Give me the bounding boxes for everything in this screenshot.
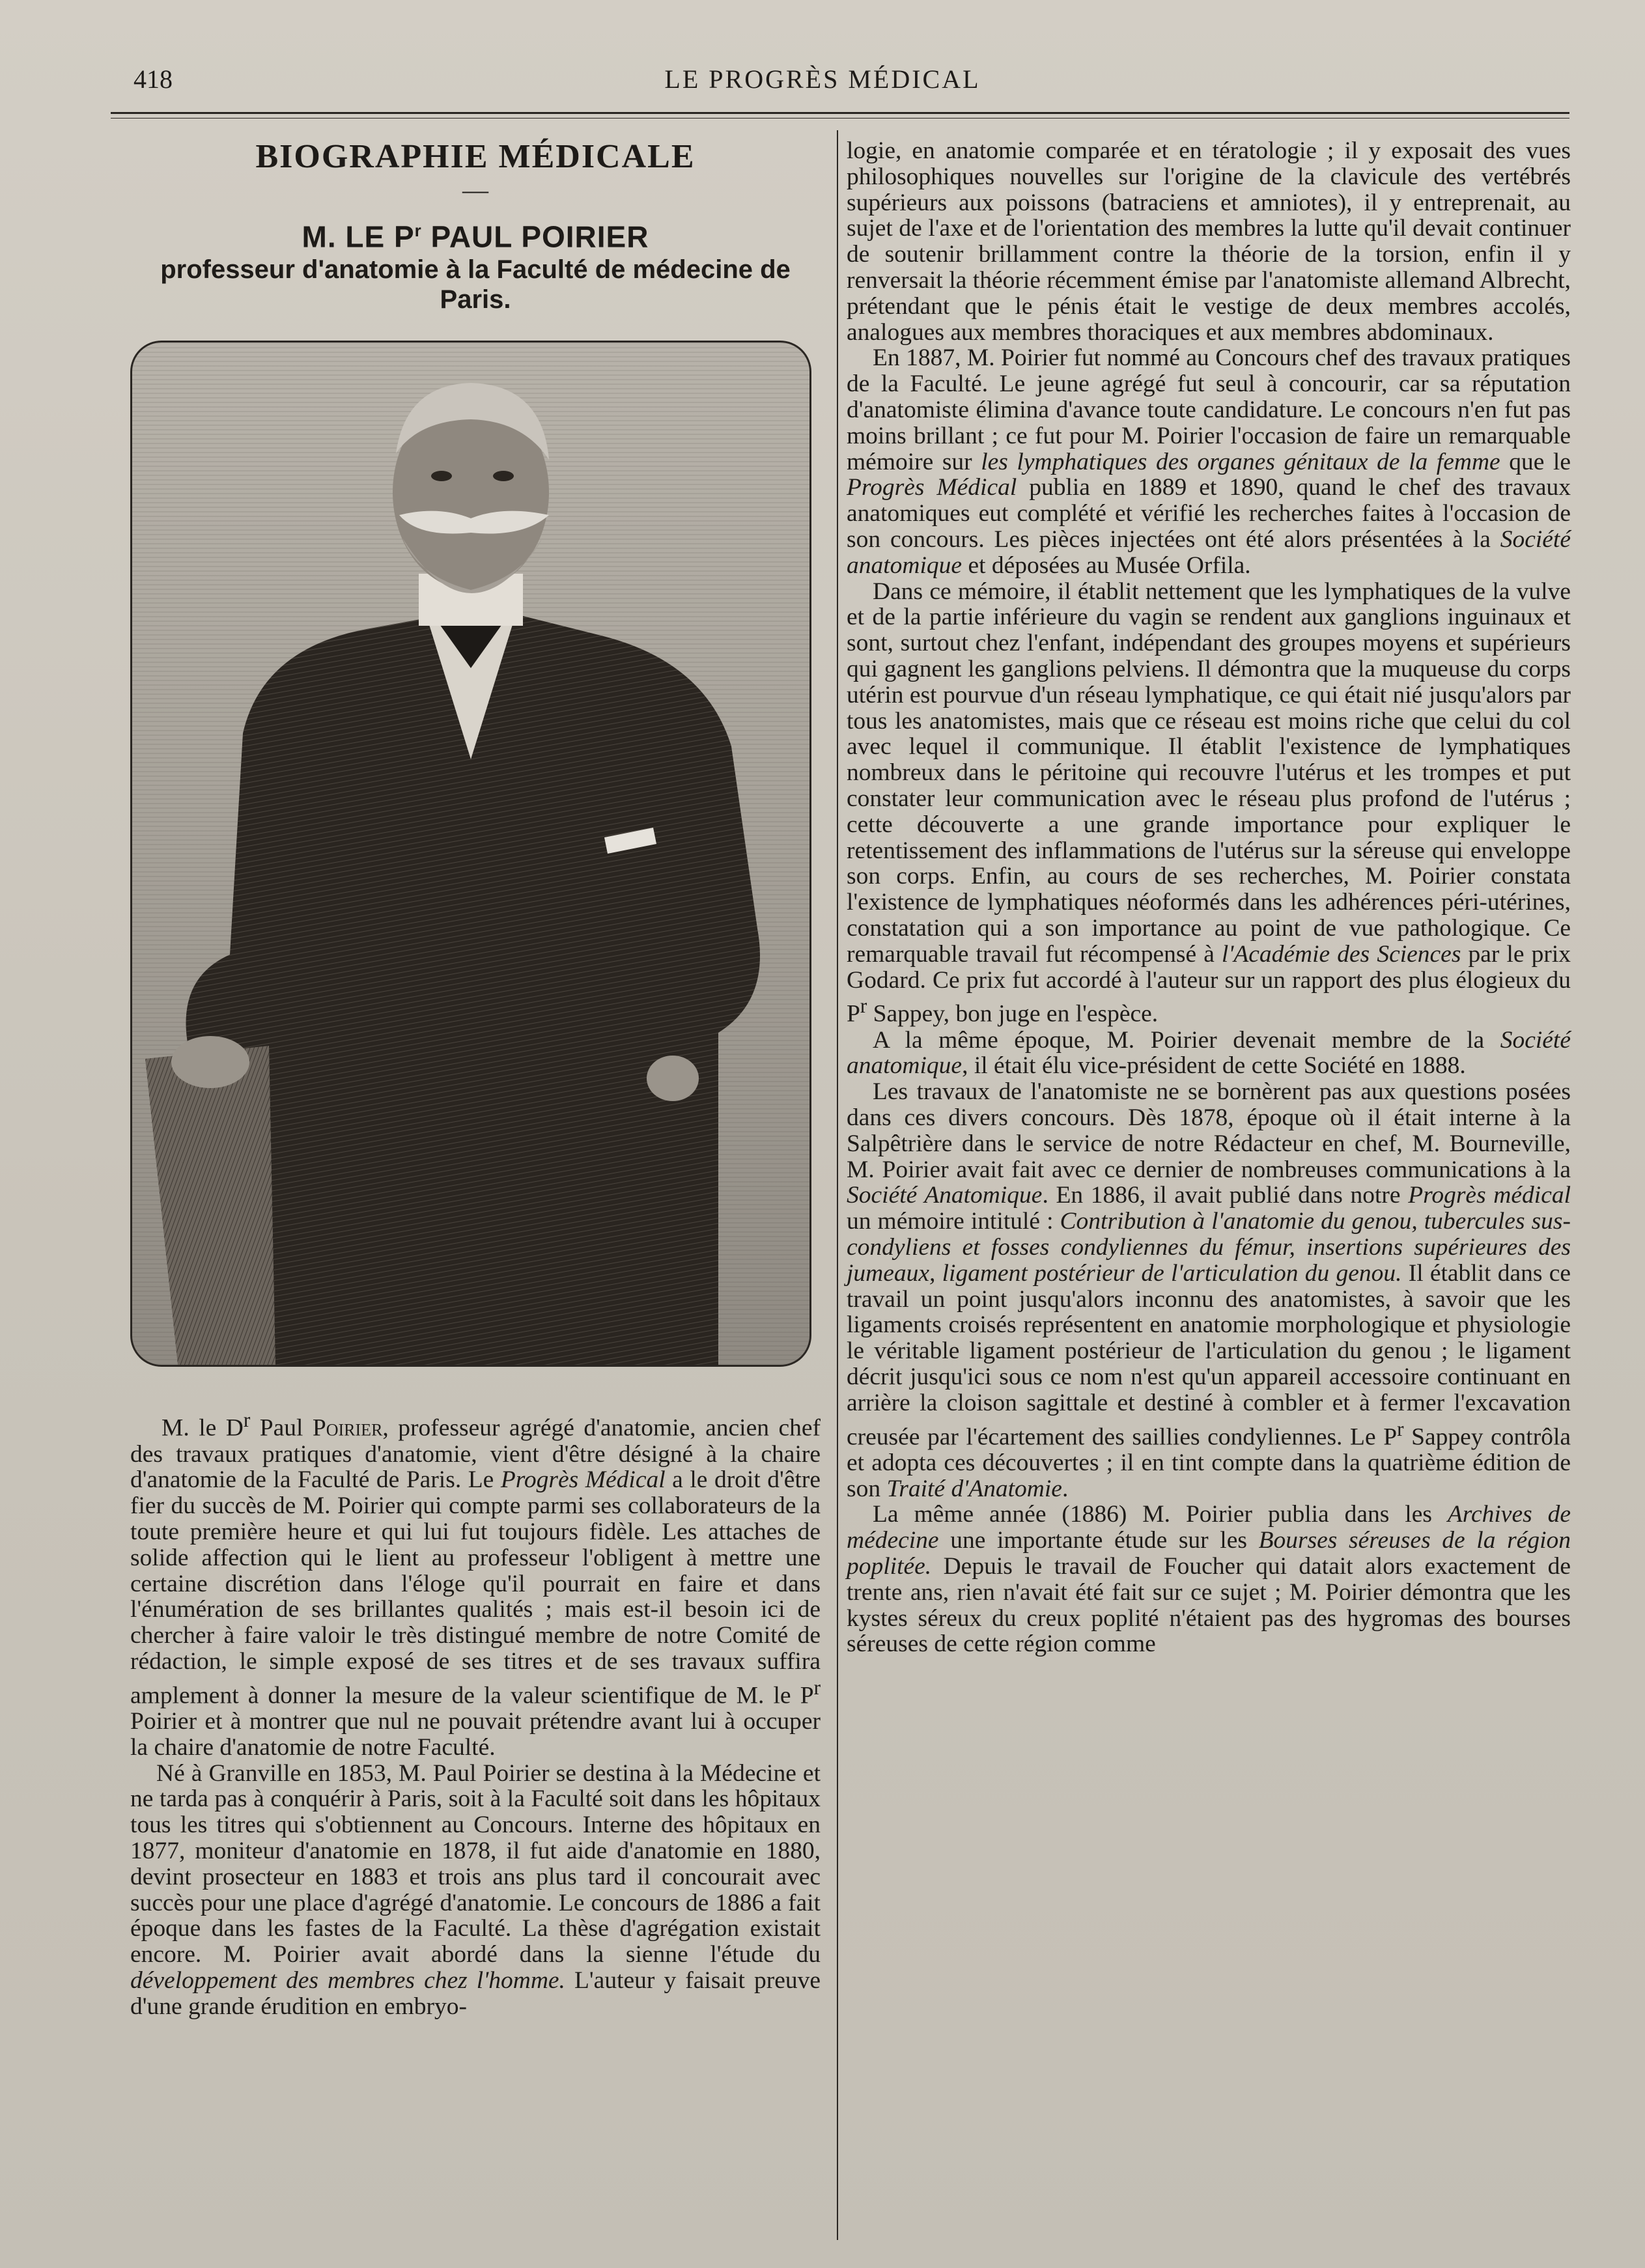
biography-subtitle: professeur d'anatomie à la Faculté de médecine de Paris. xyxy=(160,255,791,315)
italic-run: l'Académie des Sciences xyxy=(1221,940,1461,968)
superscript-run: r xyxy=(813,1675,821,1699)
portrait-engraving xyxy=(130,341,811,1367)
page-number: 418 xyxy=(134,64,173,94)
text-run: Sappey, bon juge en l'espèce. xyxy=(867,1000,1159,1028)
biography-name xyxy=(130,212,821,255)
text-run: logie, en anatomie comparée et en tératologie ; il y exposait des vues philosophiques nouvelles sur l'origine de la clavicule des vertébrés supérieurs aux poissons (batraciens et amniotes), il y entreprenait, au sujet de l'axe et de l'orientation des membres la lutte qu'il devait continuer de soutenir brillamment contre la théorie de la torsion, enfin il y renversait la théorie récemment émise par l'anatomiste allemand Albrecht, prétendant que le pénis était le vestige de deux membres accolés, analogues aux membres thoraciques et aux membres abdominaux. xyxy=(847,137,1571,346)
superscript-run: r xyxy=(860,994,867,1018)
text-run: Les travaux de l'anatomiste ne se bornèrent pas aux questions posées dans ces divers concours. Dès 1878, époque où il était interne à la Salpêtrière dans le service de notre Rédacteur en chef, M. Bourneville, M. Poirier avait fait avec ce dernier de nombreuses communications à la xyxy=(847,1078,1571,1183)
italic-run: Contribution à l'anatomie du genou, tubercules sus-condyliens et fosses condyliennes du fémur, insertions supérieures des jumeaux, ligament postérieur de l'articulation du genou. xyxy=(847,1208,1571,1287)
portrait-figure xyxy=(132,343,809,1365)
left-column xyxy=(130,137,821,2020)
text-run: Il établit dans ce travail un point jusqu'alors inconnu des anatomistes, à savoir que les ligaments croisés représentent en anatomie morphologique et physiologie le véritable ligament postérieur de l'articulation du genou ; le ligament décrit jusqu'ici sous ce nom n'est qu'un appareil accessoire continuant en arrière la cloison sagittale et destiné à combler et à fermer l'excavation creusée par l'écartement des saillies condyliennes. Le P xyxy=(847,1259,1571,1451)
text-run: , il était élu vice-président de cette Société en 1888. xyxy=(962,1052,1466,1080)
text-run: En 1887, M. Poirier fut nommé au Concours chef des travaux pratiques de la Faculté. Le jeune agrégé fut seul à concourir, car sa réputation d'anatomiste élimina d'avance toute candidature. Le concours n'en fut pas moins brillant ; ce fut pour M. Poirier l'occasion de faire un remarquable mémoire sur xyxy=(847,344,1571,475)
italic-run: Société Anatomique xyxy=(847,1182,1043,1209)
left-paragraph-1 xyxy=(130,1407,821,1760)
italic-run: Société anatomique xyxy=(847,525,1571,579)
text-run: un mémoire intitulé : xyxy=(847,1208,1060,1235)
right-column xyxy=(847,138,1571,1657)
text-run: , professeur agrégé d'anatomie, ancien chef des travaux pratiques d'anatomie, vient d'être désigné à la chaire d'anatomie de la Faculté de Paris. Le xyxy=(130,1414,821,1494)
small-caps-run: Poirier xyxy=(312,1414,383,1442)
italic-run: Traité d'Anatomie xyxy=(886,1475,1062,1502)
text-run: L'auteur y faisait preuve d'une grande érudition en embryo- xyxy=(130,1967,821,2020)
text-run: Depuis le travail de Foucher qui datait alors exactement de trente ans, rien n'avait été fait sur ce sujet ; M. Poirier démontra que les kystes séreux du creux poplité n'étaient pas des hygromas des bourses séreuses de cette région comme xyxy=(847,1553,1571,1658)
right-paragraph-2 xyxy=(847,345,1571,578)
italic-run: Archives de médecine xyxy=(847,1501,1571,1554)
superscript-run: r xyxy=(243,1408,251,1432)
text-run: et déposées au Musée Orfila. xyxy=(962,552,1251,579)
right-paragraph-1 xyxy=(847,138,1571,345)
text-run: Poirier et à montrer que nul ne pouvait prétendre avant lui à occuper la chaire d'anatomie de notre Faculté. xyxy=(130,1708,821,1761)
italic-run: développement des membres chez l'homme. xyxy=(130,1967,565,1995)
text-run: A la même époque, M. Poirier devenait membre de la xyxy=(873,1026,1500,1054)
right-paragraph-4 xyxy=(847,1028,1571,1080)
text-run: Né à Granville en 1853, M. Paul Poirier se destina à la Médecine et ne tarda pas à conquérir à Paris, soit à la Faculté soit dans les hôpitaux tous les titres qui s'obtiennent au Concours. Interne des hôpitaux en 1877, moniteur d'anatomie en 1878, il fut aide d'anatomie en 1880, devint prosecteur en 1883 et trois ans plus tard il concourait avec succès pour une place d'agrégé d'anatomie. Le concours de 1886 a fait époque dans les fastes de la Faculté. La thèse d'agrégation existait encore. M. Poirier avait abordé dans la sienne l'étude du xyxy=(130,1759,821,1968)
text-run: . xyxy=(1062,1475,1069,1502)
text-run: une importante étude sur les xyxy=(938,1527,1259,1554)
title-separator: — xyxy=(462,175,488,204)
text-run: Paul xyxy=(250,1414,313,1442)
text-run: par le prix Godard. Ce prix fut accordé à l'auteur sur un rapport des plus élogieux du P xyxy=(847,940,1571,1028)
right-paragraph-5 xyxy=(847,1079,1571,1502)
left-paragraph-2 xyxy=(130,1761,821,2020)
superscript-run: r xyxy=(1397,1417,1404,1440)
right-paragraph-3 xyxy=(847,579,1571,1028)
italic-run: Bourses séreuses de la région poplitée. xyxy=(847,1527,1571,1580)
name-rest: PAUL POIRIER xyxy=(421,219,649,254)
name-title-sup: r xyxy=(414,221,422,240)
text-run: Sappey contrôla et adopta ces découvertes ; il en tint compte dans la quatrième édition de son xyxy=(847,1423,1571,1502)
column-divider xyxy=(837,130,838,2240)
text-run: a le droit d'être fier du succès de M. Poirier qui compte parmi ses collaborateurs de la toute première heure et qui lui fut toujours fidèle. Les attaches de solide affection qui le lient au professeur l'obligent à mettre une certaine discrétion dans l'éloge qu'il pourrait en faire et dans l'énumération de ses brillantes qualités ; mais est-il besoin ici de chercher à faire valoir le très distingué membre de notre Comité de rédaction, le simple exposé de ses titres et de ses travaux suffira amplement à donner la mesure de la valeur scientifique de M. le P xyxy=(130,1466,821,1709)
text-run: La même année (1886) M. Poirier publia dans les xyxy=(873,1501,1448,1528)
right-paragraph-6 xyxy=(847,1502,1571,1657)
section-title: BIOGRAPHIE MÉDICALE xyxy=(255,138,696,175)
header-rule xyxy=(111,112,1569,119)
italic-run: les lymphatiques des organes génitaux de la femme xyxy=(981,448,1500,475)
text-run: Dans ce mémoire, il établit nettement que les lymphatiques de la vulve et de la partie inférieure du vagin se rendent aux ganglions inguinaux et sont, surtout chez l'enfant, indépendant des groupes moyens et supérieurs qui gagnent les ganglions pelviens. Il démontra que la muqueuse du corps utérin est pourvue d'un réseau lymphatique, ce qui était nié jusqu'alors par tous les anatomistes, mais que ce réseau est moins riche que celui du col avec lequel il communique. Il établit l'existence de lymphatiques nombreux dans le péritoine qui recouvre l'utérus et les trompes et put constater leur communication avec le réseau plus profond de l'utérus ; cette découverte a une grande importance pour expliquer le retentissement des inflammations de l'utérus sur la séreuse qui enveloppe son corps. Enfin, au cours de ses recherches, M. Poirier constata l'existence de lymphatiques néoformés dans les adhérences péri-utérines, constatation qui a son importance au point de vue pathologique. Ce remarquable travail fut récompensé à xyxy=(847,578,1571,968)
name-prefix: M. LE P xyxy=(302,219,415,254)
italic-run: Progrès Médical xyxy=(847,474,1017,501)
text-run: . En 1886, il avait publié dans notre xyxy=(1042,1182,1409,1209)
italic-run: Progrès Médical xyxy=(500,1466,666,1494)
text-run: M. le D xyxy=(162,1414,244,1442)
text-run: publia en 1889 et 1890, quand le chef des travaux anatomiques eut complété et vérifié les recherches faites à l'occasion de son concours. Les pièces injectées ont été alors présentées à la xyxy=(847,474,1571,553)
italic-run: Société anatomique xyxy=(847,1026,1571,1080)
journal-title: LE PROGRÈS MÉDICAL xyxy=(664,64,981,94)
text-run: que le xyxy=(1500,448,1571,475)
italic-run: Progrès médical xyxy=(1408,1182,1571,1209)
